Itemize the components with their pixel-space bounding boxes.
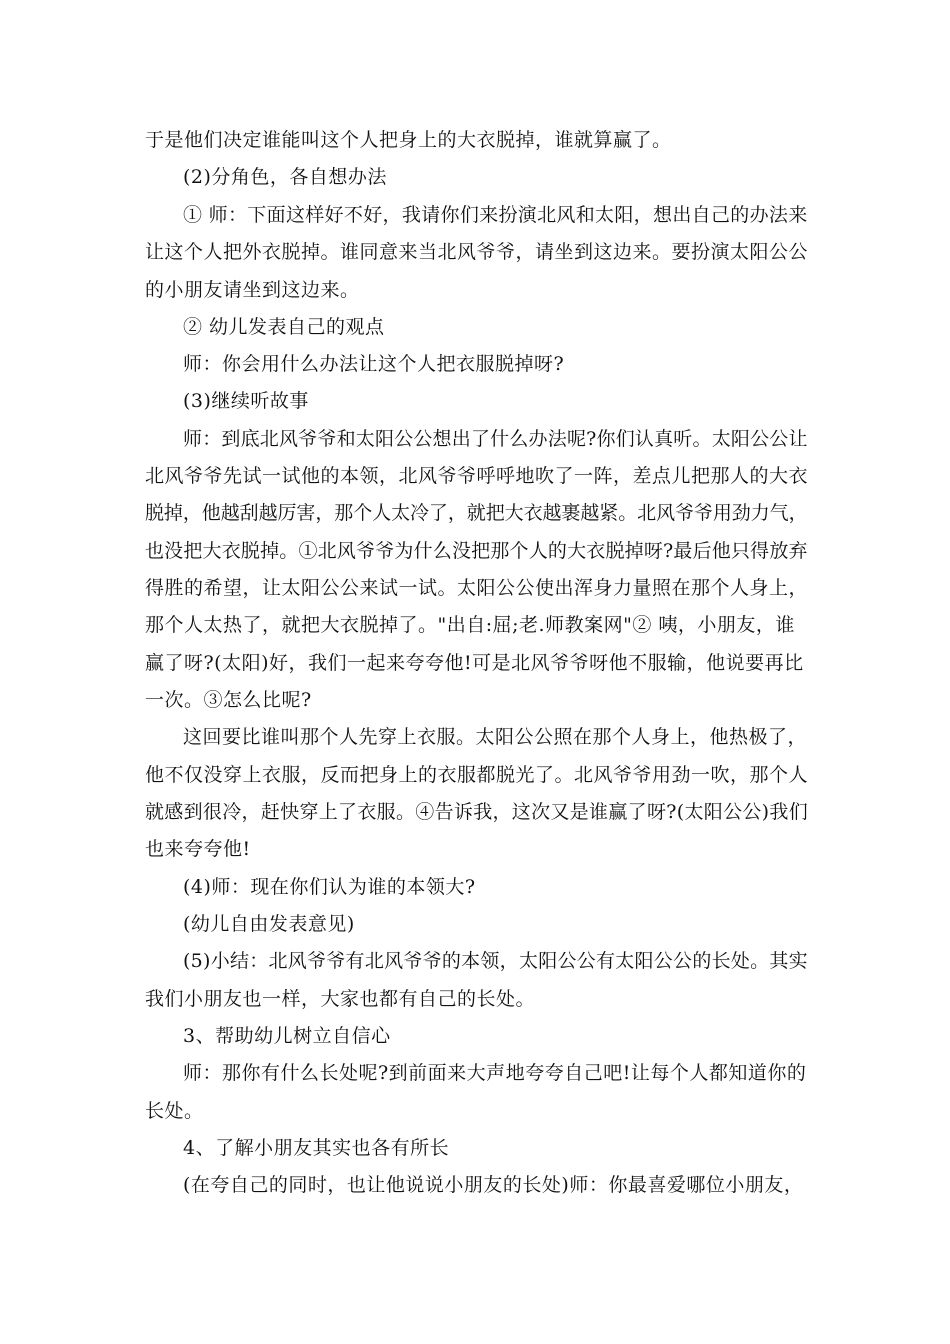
- text-line: 师：你会用什么办法让这个人把衣服脱掉呀?: [183, 353, 565, 375]
- text-line: 师：那你有什么长处呢?到前面来大声地夸夸自己吧!让每个人都知道你的: [183, 1062, 807, 1084]
- text-line: 我们小朋友也一样，大家也都有自己的长处。: [145, 988, 536, 1010]
- text-line: 赢了呀?(太阳)好，我们一起来夸夸他!可是北风爷爷呀他不服输，他说要再比: [145, 652, 804, 674]
- text-line: ① 师：下面这样好不好，我请你们来扮演北风和太阳，想出自己的办法来: [183, 204, 808, 226]
- text-line: (3)继续听故事: [183, 390, 309, 412]
- text-line: 也没把大衣脱掉。①北风爷爷为什么没把那个人的大衣脱掉呀?最后他只得放弃: [145, 540, 808, 562]
- text-line: 就感到很冷，赶快穿上了衣服。④告诉我，这次又是谁赢了呀?(太阳公公)我们: [145, 801, 809, 823]
- text-line: 3、帮助幼儿树立自信心: [183, 1025, 391, 1047]
- text-line: (5)小结：北风爷爷有北风爷爷的本领，太阳公公有太阳公公的长处。其实: [183, 950, 808, 972]
- text-line: 这回要比谁叫那个人先穿上衣服。太阳公公照在那个人身上，他热极了，: [183, 726, 808, 748]
- text-line: 也来夸夸他!: [145, 838, 251, 860]
- text-line: 脱掉，他越刮越厉害，那个人太冷了，就把大衣越裹越紧。北风爷爷用劲力气，: [145, 502, 808, 524]
- text-line: 得胜的希望，让太阳公公来试一试。太阳公公使出浑身力量照在那个人身上，: [145, 577, 809, 599]
- text-line: 那个人太热了，就把大衣脱掉了。"出自:屈;老.师教案网"② 咦，小朋友，谁: [145, 614, 795, 636]
- text-line: 于是他们决定谁能叫这个人把身上的大衣脱掉，谁就算赢了。: [145, 129, 672, 151]
- text-line: (在夸自己的同时，也让他说说小朋友的长处)师：你最喜爱哪位小朋友，: [183, 1174, 804, 1196]
- text-line: 他不仅没穿上衣服，反而把身上的衣服都脱光了。北风爷爷用劲一吹，那个人: [145, 764, 809, 786]
- text-line: 4、了解小朋友其实也各有所长: [183, 1137, 450, 1159]
- text-line: (幼儿自由发表意见): [183, 913, 355, 935]
- text-line: 的小朋友请坐到这边来。: [145, 279, 360, 301]
- text-line: (2)分角色，各自想办法: [183, 166, 387, 188]
- text-line: ② 幼儿发表自己的观点: [183, 316, 385, 338]
- text-line: (4)师：现在你们认为谁的本领大?: [183, 876, 476, 898]
- text-line: 北风爷爷先试一试他的本领，北风爷爷呼呼地吹了一阵，差点儿把那人的大衣: [145, 465, 809, 487]
- text-line: 一次。③怎么比呢?: [145, 689, 312, 711]
- text-line: 长处。: [145, 1100, 204, 1122]
- text-line: 让这个人把外衣脱掉。谁同意来当北风爷爷，请坐到这边来。要扮演太阳公公: [145, 241, 809, 263]
- text-line: 师：到底北风爷爷和太阳公公想出了什么办法呢?你们认真听。太阳公公让: [183, 428, 808, 450]
